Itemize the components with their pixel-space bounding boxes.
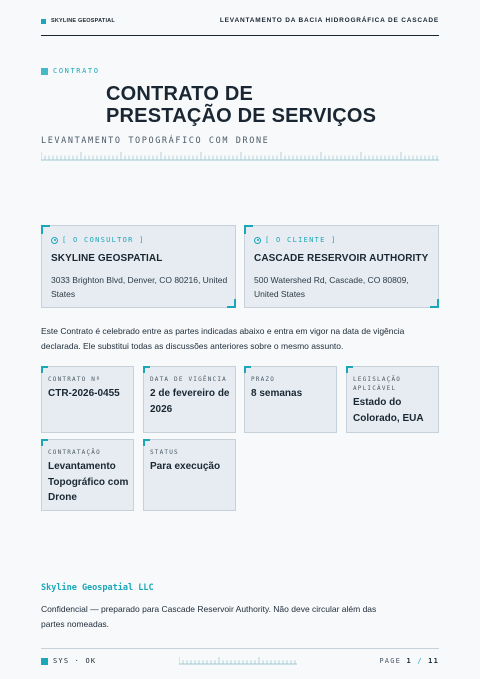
brand-name: SKYLINE GEOSPATIAL xyxy=(51,18,115,24)
page-footer xyxy=(41,648,439,670)
field-label: LEGISLAÇÃO APLICÁVEL xyxy=(353,376,402,392)
footer-note: Confidencial — preparado para Cascade Reservoir Authority. Não deve circular além das partes nomeadas. xyxy=(41,604,377,629)
field-governing-law xyxy=(346,366,439,433)
page-number xyxy=(379,657,439,665)
section-tag-label: CONTRATO xyxy=(53,67,100,75)
footer-company: Skyline Geospatial LLC xyxy=(41,583,154,593)
field-effective-date xyxy=(143,366,236,433)
field-label: STATUS xyxy=(150,449,179,456)
status-square-icon xyxy=(41,658,48,665)
target-icon xyxy=(254,237,261,244)
field-contract-number xyxy=(41,366,134,433)
field-label: CONTRATO Nº xyxy=(48,376,101,383)
footer-ruler xyxy=(179,657,297,665)
client-card xyxy=(244,225,439,308)
field-value: CTR-2026-0455 xyxy=(48,388,120,399)
field-label: PRAZO xyxy=(251,376,276,383)
intro-paragraph: Este Contrato é celebrado entre as partes indicadas abaixo e entra em vigor na data de vigência declarada. Ele substitui todas as discussões anteriores sobre o mesmo assunto. xyxy=(41,326,405,351)
ruler-divider xyxy=(41,152,439,161)
field-value: Levantamento Topográfico com Drone xyxy=(48,461,129,503)
consultant-card xyxy=(41,225,236,308)
document-title: LEVANTAMENTO DA BACIA HIDROGRÁFICA DE CASCADE xyxy=(219,17,439,24)
client-name: CASCADE RESERVOIR AUTHORITY xyxy=(254,253,429,264)
page-label: PAGE xyxy=(379,657,402,665)
client-label xyxy=(254,236,337,244)
field-label: DATA DE VIGÊNCIA xyxy=(150,376,227,383)
page-header xyxy=(41,14,439,36)
page-title-line-1: CONTRATO DE xyxy=(106,83,254,105)
target-icon xyxy=(51,237,58,244)
consultant-address: 3033 Brighton Blvd, Denver, CO 80216, United States xyxy=(51,275,228,299)
field-term xyxy=(244,366,337,433)
system-status-text: SYS · OK xyxy=(53,657,97,665)
consultant-label-text: [ O CONSULTOR ] xyxy=(62,236,145,244)
client-label-text: [ O CLIENTE ] xyxy=(265,236,337,244)
system-status xyxy=(41,657,96,665)
client-address: 500 Watershed Rd, Cascade, CO 80809, United States xyxy=(254,275,409,299)
field-value: 2 de fevereiro de 2026 xyxy=(150,388,230,415)
page-separator: / xyxy=(417,657,423,665)
brand xyxy=(41,18,115,24)
field-label: CONTRATAÇÃO xyxy=(48,449,101,456)
brand-square-icon xyxy=(41,19,46,24)
page-current: 1 xyxy=(406,657,412,665)
section-square-icon xyxy=(41,68,48,75)
field-value: Estado do Colorado, EUA xyxy=(353,397,424,424)
page-title-line-2: PRESTAÇÃO DE SERVIÇOS xyxy=(106,105,377,127)
page-title xyxy=(106,83,376,127)
section-tag xyxy=(41,67,100,75)
field-engagement xyxy=(41,439,134,511)
page-subtitle: LEVANTAMENTO TOPOGRÁFICO COM DRONE xyxy=(41,136,270,146)
field-status xyxy=(143,439,236,511)
field-value: Para execução xyxy=(150,461,221,472)
consultant-name: SKYLINE GEOSPATIAL xyxy=(51,253,163,264)
page-total: 11 xyxy=(428,657,439,665)
consultant-label xyxy=(51,236,145,244)
field-value: 8 semanas xyxy=(251,388,303,399)
